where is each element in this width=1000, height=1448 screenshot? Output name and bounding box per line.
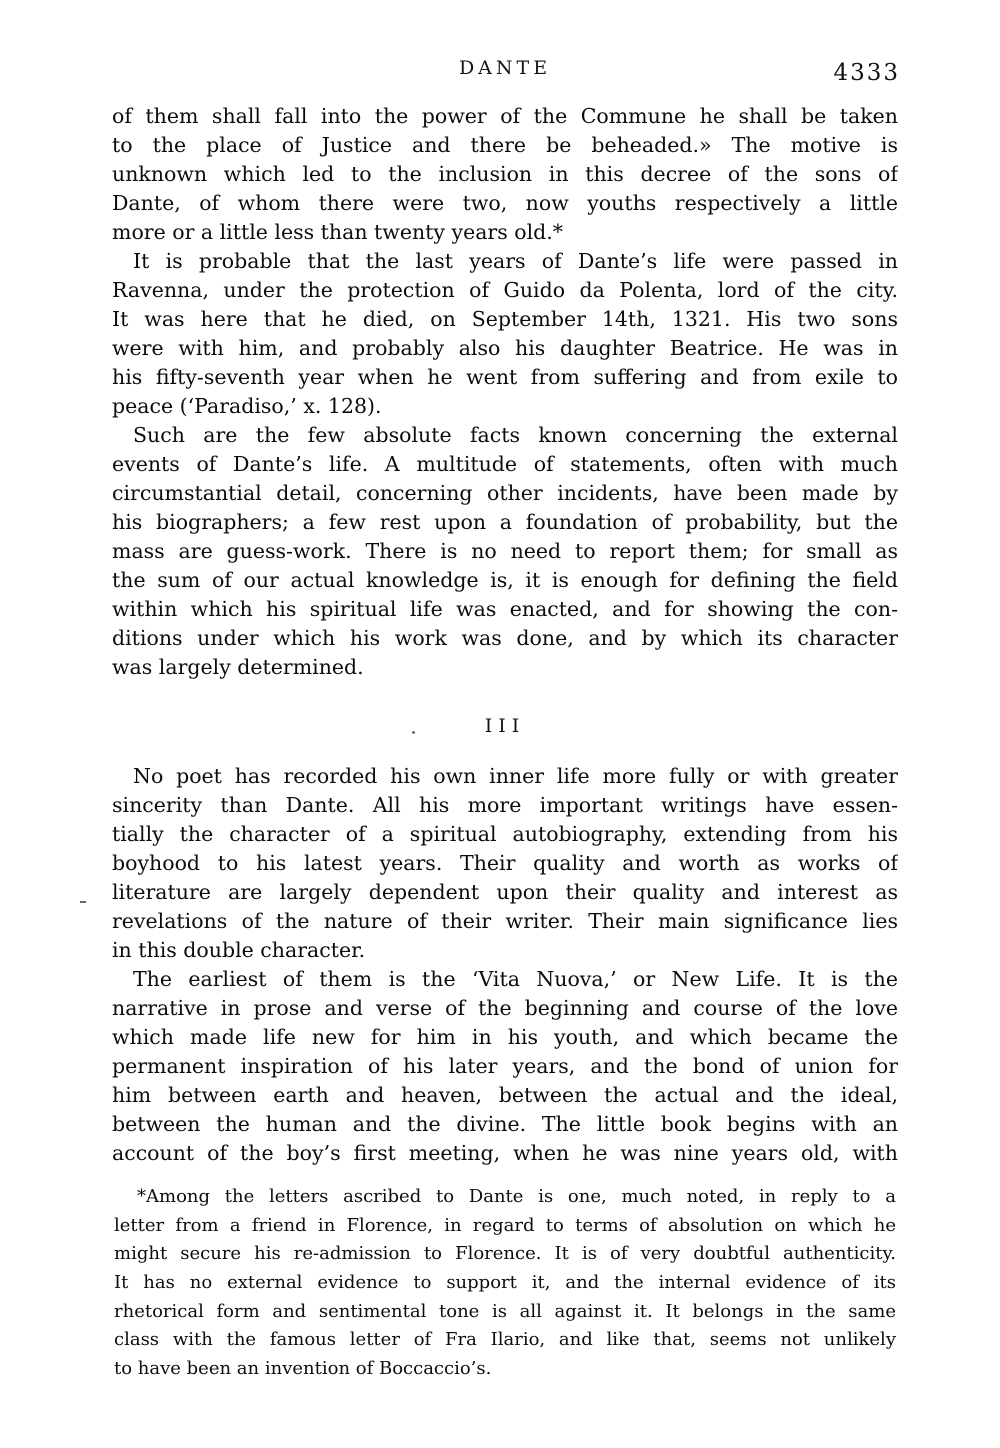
text-line: events of Dante’s life. A multitude of statements, often with much [112, 452, 898, 476]
text-line: which made life new for him in his youth, and which became the [112, 1025, 898, 1049]
paragraph [112, 421, 898, 682]
text-line: The earliest of them is the ‘Vita Nuova,’ or New Life. It is the [133, 967, 898, 991]
text-line: Dante, of whom there were two, now youths respectively a little [112, 191, 898, 215]
text-line: sincerity than Dante. All his more important writings have essen- [112, 793, 898, 817]
text-line: letter from a friend in Florence, in regard to terms of absolution on which he [114, 1214, 896, 1236]
text-line: of them shall fall into the power of the Commune he shall be taken [112, 104, 898, 128]
paragraph [112, 102, 898, 247]
paragraph [112, 762, 898, 965]
text-line: Such are the few absolute facts known concerning the external [133, 423, 898, 447]
text-line: his fifty-seventh year when he went from suffering and from exile to [112, 365, 898, 389]
text-line: mass are guess-work. There is no need to report them; for small as [112, 539, 898, 563]
text-line: was largely determined. [112, 655, 364, 679]
text-line: to the place of Justice and there be beheaded.» The motive is [112, 133, 898, 157]
text-line: more or a little less than twenty years old.* [112, 220, 564, 244]
text-line: were with him, and probably also his daughter Beatrice. He was in [112, 336, 898, 360]
text-line: No poet has recorded his own inner life more fully or with greater [133, 764, 898, 788]
text-line: ditions under which his work was done, and by which its character [112, 626, 898, 650]
text-line: the sum of our actual knowledge is, it is enough for defining the field [112, 568, 898, 592]
text-line: narrative in prose and verse of the beginning and course of the love [112, 996, 898, 1020]
page-number: 4333 [833, 60, 900, 86]
text-line: in this double character. [112, 938, 366, 962]
text-line: between the human and the divine. The little book begins with an [112, 1112, 898, 1136]
section-heading-iii: III [484, 715, 526, 737]
text-line: permanent inspiration of his later years, and the bond of union for [112, 1054, 898, 1078]
text-line: boyhood to his latest years. Their quality and worth as works of [112, 851, 898, 875]
body-text-upper [112, 102, 898, 682]
text-line: literature are largely dependent upon their quality and interest as [112, 880, 898, 904]
text-line: his biographers; a few rest upon a foundation of probability, but the [112, 510, 898, 534]
paragraph [112, 247, 898, 421]
body-text-lower [112, 762, 898, 1168]
paragraph [112, 965, 898, 1168]
text-line: revelations of the nature of their writer. Their main significance lies [112, 909, 898, 933]
text-line: Ravenna, under the protection of Guido da Polenta, lord of the city. [112, 278, 898, 302]
text-line: *Among the letters ascribed to Dante is one, much noted, in reply to a [137, 1186, 896, 1207]
text-line: unknown which led to the inclusion in this decree of the sons of [112, 162, 898, 186]
paragraph [114, 1183, 896, 1384]
text-line: circumstantial detail, concerning other incidents, have been made by [112, 481, 898, 505]
text-line: within which his spiritual life was enacted, and for showing the con- [112, 597, 898, 621]
scan-artifact-dot [412, 731, 415, 734]
text-line: class with the famous letter of Fra Ilario, and like that, seems not unlikely [114, 1329, 896, 1351]
text-line: peace (‘Paradiso,’ x. 128). [112, 394, 382, 418]
running-head-title: DANTE [458, 57, 552, 79]
text-line: It has no external evidence to support it, and the internal evidence of its [114, 1272, 896, 1294]
footnote [114, 1183, 896, 1384]
text-line: account of the boy’s first meeting, when he was nine years old, with [112, 1141, 898, 1165]
scan-artifact-dash [80, 901, 86, 903]
text-line: him between earth and heaven, between the actual and the ideal, [112, 1083, 898, 1107]
text-line: to have been an invention of Boccaccio’s. [114, 1358, 492, 1380]
text-line: rhetorical form and sentimental tone is all against it. It belongs in the same [114, 1300, 896, 1322]
text-line: It was here that he died, on September 14th, 1321. His two sons [112, 307, 898, 331]
text-line: might secure his re-admission to Florence. It is of very doubtful authenticity. [114, 1243, 896, 1265]
text-line: It is probable that the last years of Dante’s life were passed in [133, 249, 898, 273]
text-line: tially the character of a spiritual autobiography, extending from his [112, 822, 898, 846]
